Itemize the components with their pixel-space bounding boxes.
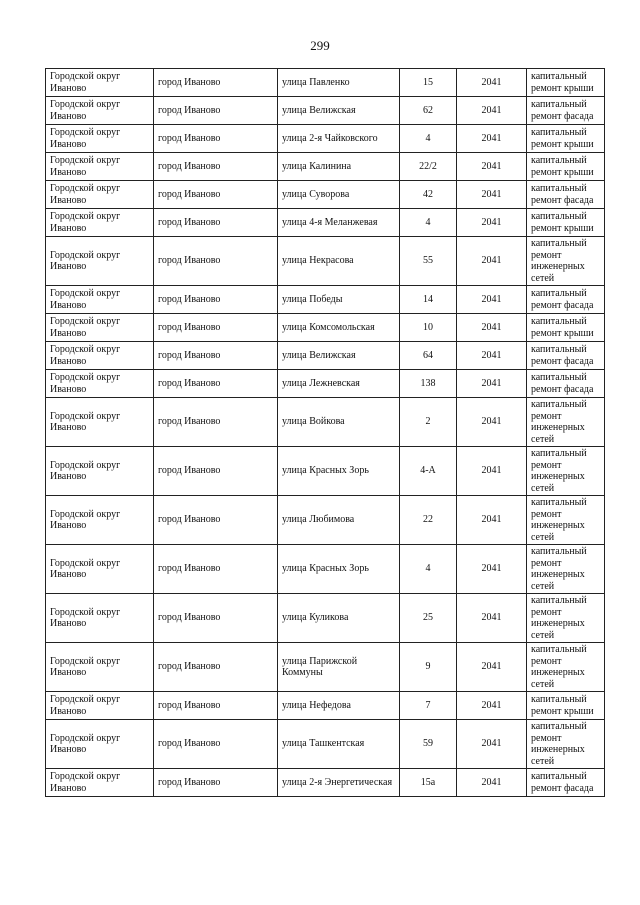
city-cell: город Иваново (154, 181, 278, 209)
table-row (46, 594, 605, 643)
table-row (46, 237, 605, 286)
street-cell: улица 2-я Энергетическая (278, 769, 400, 797)
district-cell: Городской округ Иваново (46, 692, 154, 720)
street-cell: улица Нефедова (278, 692, 400, 720)
district-cell: Городской округ Иваново (46, 181, 154, 209)
house-number-cell: 4 (400, 209, 457, 237)
work-type-cell: капитальный ремонт крыши (527, 209, 605, 237)
table-row (46, 398, 605, 447)
house-number-cell: 14 (400, 286, 457, 314)
year-cell: 2041 (457, 314, 527, 342)
city-cell: город Иваново (154, 342, 278, 370)
year-cell: 2041 (457, 153, 527, 181)
city-cell: город Иваново (154, 447, 278, 496)
table-row (46, 769, 605, 797)
street-cell: улица Красных Зорь (278, 545, 400, 594)
street-cell: улица Победы (278, 286, 400, 314)
work-type-cell: капитальный ремонт инженерных сетей (527, 643, 605, 692)
city-cell: город Иваново (154, 720, 278, 769)
year-cell: 2041 (457, 594, 527, 643)
house-number-cell: 22 (400, 496, 457, 545)
district-cell: Городской округ Иваново (46, 643, 154, 692)
year-cell: 2041 (457, 398, 527, 447)
street-cell: улица Суворова (278, 181, 400, 209)
district-cell: Городской округ Иваново (46, 153, 154, 181)
work-type-cell: капитальный ремонт инженерных сетей (527, 237, 605, 286)
work-type-cell: капитальный ремонт инженерных сетей (527, 496, 605, 545)
work-type-cell: капитальный ремонт фасада (527, 342, 605, 370)
year-cell: 2041 (457, 125, 527, 153)
work-type-cell: капитальный ремонт инженерных сетей (527, 398, 605, 447)
street-cell: улица Павленко (278, 69, 400, 97)
city-cell: город Иваново (154, 370, 278, 398)
work-type-cell: капитальный ремонт крыши (527, 314, 605, 342)
street-cell: улица 2-я Чайковского (278, 125, 400, 153)
street-cell: улица Красных Зорь (278, 447, 400, 496)
page-number: 299 (310, 38, 330, 53)
city-cell: город Иваново (154, 692, 278, 720)
year-cell: 2041 (457, 342, 527, 370)
street-cell: улица Калинина (278, 153, 400, 181)
street-cell: улица Куликова (278, 594, 400, 643)
work-type-cell: капитальный ремонт фасада (527, 370, 605, 398)
year-cell: 2041 (457, 286, 527, 314)
table-row (46, 447, 605, 496)
table-row (46, 153, 605, 181)
house-number-cell: 7 (400, 692, 457, 720)
city-cell: город Иваново (154, 594, 278, 643)
table-row (46, 209, 605, 237)
street-cell: улица Войкова (278, 398, 400, 447)
city-cell: город Иваново (154, 496, 278, 545)
year-cell: 2041 (457, 769, 527, 797)
street-cell: улица Парижской Коммуны (278, 643, 400, 692)
year-cell: 2041 (457, 545, 527, 594)
house-number-cell: 62 (400, 97, 457, 125)
city-cell: город Иваново (154, 545, 278, 594)
city-cell: город Иваново (154, 286, 278, 314)
table-row (46, 125, 605, 153)
city-cell: город Иваново (154, 398, 278, 447)
year-cell: 2041 (457, 181, 527, 209)
district-cell: Городской округ Иваново (46, 594, 154, 643)
house-number-cell: 4 (400, 125, 457, 153)
work-type-cell: капитальный ремонт крыши (527, 125, 605, 153)
year-cell: 2041 (457, 692, 527, 720)
table-row (46, 286, 605, 314)
table-row (46, 692, 605, 720)
house-number-cell: 64 (400, 342, 457, 370)
house-number-cell: 59 (400, 720, 457, 769)
district-cell: Городской округ Иваново (46, 769, 154, 797)
work-type-cell: капитальный ремонт крыши (527, 69, 605, 97)
city-cell: город Иваново (154, 237, 278, 286)
street-cell: улица Лежневская (278, 370, 400, 398)
district-cell: Городской округ Иваново (46, 447, 154, 496)
street-cell: улица Велижская (278, 97, 400, 125)
repair-register-table (45, 68, 605, 797)
house-number-cell: 55 (400, 237, 457, 286)
district-cell: Городской округ Иваново (46, 69, 154, 97)
district-cell: Городской округ Иваново (46, 97, 154, 125)
year-cell: 2041 (457, 97, 527, 125)
work-type-cell: капитальный ремонт инженерных сетей (527, 594, 605, 643)
street-cell: улица Велижская (278, 342, 400, 370)
table-row (46, 181, 605, 209)
house-number-cell: 10 (400, 314, 457, 342)
table-row (46, 97, 605, 125)
city-cell: город Иваново (154, 125, 278, 153)
year-cell: 2041 (457, 496, 527, 545)
register-body (46, 69, 605, 797)
work-type-cell: капитальный ремонт фасада (527, 286, 605, 314)
work-type-cell: капитальный ремонт фасада (527, 97, 605, 125)
house-number-cell: 15а (400, 769, 457, 797)
district-cell: Городской округ Иваново (46, 370, 154, 398)
street-cell: улица Любимова (278, 496, 400, 545)
city-cell: город Иваново (154, 643, 278, 692)
house-number-cell: 4 (400, 545, 457, 594)
district-cell: Городской округ Иваново (46, 237, 154, 286)
city-cell: город Иваново (154, 153, 278, 181)
work-type-cell: капитальный ремонт инженерных сетей (527, 720, 605, 769)
city-cell: город Иваново (154, 314, 278, 342)
year-cell: 2041 (457, 370, 527, 398)
work-type-cell: капитальный ремонт крыши (527, 153, 605, 181)
table-row (46, 69, 605, 97)
street-cell: улица Ташкентская (278, 720, 400, 769)
district-cell: Городской округ Иваново (46, 398, 154, 447)
district-cell: Городской округ Иваново (46, 286, 154, 314)
house-number-cell: 25 (400, 594, 457, 643)
year-cell: 2041 (457, 69, 527, 97)
house-number-cell: 4-А (400, 447, 457, 496)
house-number-cell: 42 (400, 181, 457, 209)
house-number-cell: 2 (400, 398, 457, 447)
work-type-cell: капитальный ремонт инженерных сетей (527, 545, 605, 594)
work-type-cell: капитальный ремонт фасада (527, 181, 605, 209)
city-cell: город Иваново (154, 209, 278, 237)
city-cell: город Иваново (154, 97, 278, 125)
house-number-cell: 15 (400, 69, 457, 97)
district-cell: Городской округ Иваново (46, 720, 154, 769)
street-cell: улица 4-я Меланжевая (278, 209, 400, 237)
year-cell: 2041 (457, 643, 527, 692)
district-cell: Городской округ Иваново (46, 125, 154, 153)
work-type-cell: капитальный ремонт фасада (527, 769, 605, 797)
table-row (46, 342, 605, 370)
district-cell: Городской округ Иваново (46, 545, 154, 594)
work-type-cell: капитальный ремонт инженерных сетей (527, 447, 605, 496)
year-cell: 2041 (457, 209, 527, 237)
table-row (46, 545, 605, 594)
year-cell: 2041 (457, 720, 527, 769)
district-cell: Городской округ Иваново (46, 496, 154, 545)
year-cell: 2041 (457, 447, 527, 496)
house-number-cell: 9 (400, 643, 457, 692)
table-row (46, 720, 605, 769)
house-number-cell: 138 (400, 370, 457, 398)
year-cell: 2041 (457, 237, 527, 286)
work-type-cell: капитальный ремонт крыши (527, 692, 605, 720)
table-row (46, 643, 605, 692)
street-cell: улица Комсомольская (278, 314, 400, 342)
table-row (46, 370, 605, 398)
table-row (46, 314, 605, 342)
table-row (46, 496, 605, 545)
city-cell: город Иваново (154, 769, 278, 797)
house-number-cell: 22/2 (400, 153, 457, 181)
district-cell: Городской округ Иваново (46, 209, 154, 237)
district-cell: Городской округ Иваново (46, 314, 154, 342)
district-cell: Городской округ Иваново (46, 342, 154, 370)
city-cell: город Иваново (154, 69, 278, 97)
street-cell: улица Некрасова (278, 237, 400, 286)
